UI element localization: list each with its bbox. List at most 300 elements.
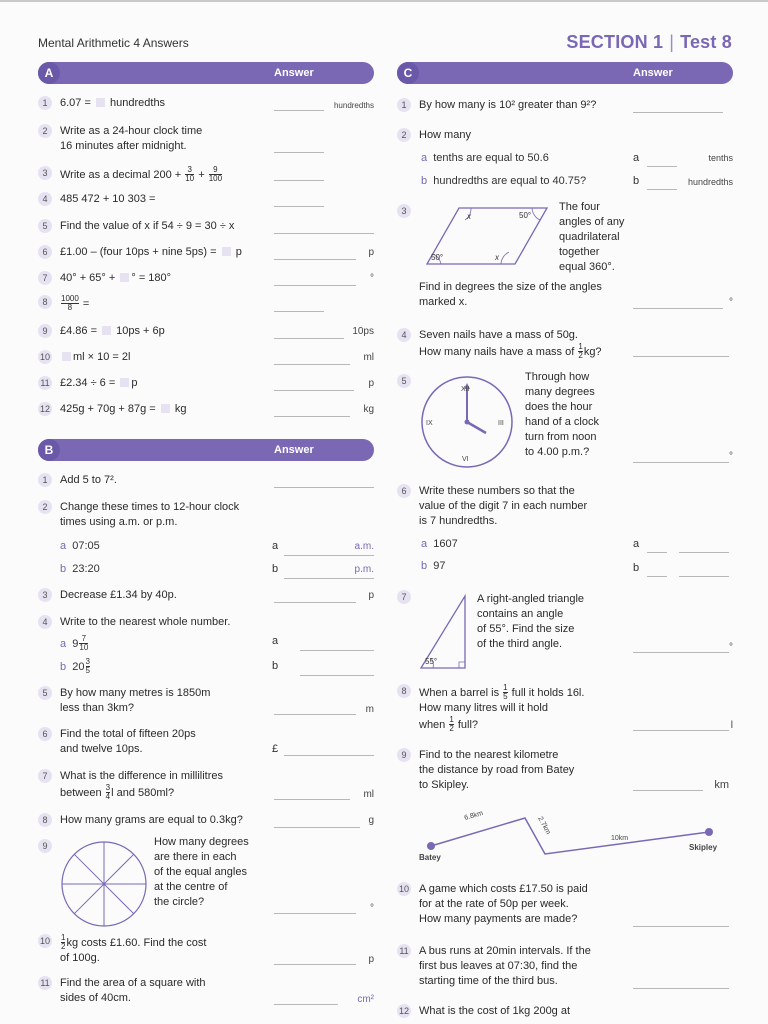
numeral-6: VI [462,456,469,463]
question-number: 2 [38,124,52,138]
frac-num: 1000 [61,294,79,303]
q-line-3: quadrilateral [559,231,620,243]
answer-line[interactable] [274,311,324,312]
sub-label: a [60,638,67,650]
q-text-post: 10ps + 6p [116,325,165,337]
question-number: 10 [39,352,50,362]
answer-line[interactable] [633,926,729,927]
q-text-post: p [235,246,242,258]
sub-text: 1607 [433,538,458,550]
question-number: 7 [397,590,411,604]
question-number: 4 [397,328,411,342]
q-text-pre: When a barrel is [419,687,500,699]
frac-den: 2 [449,724,454,733]
q-text-pre: 6.07 = [60,97,91,109]
question-number: 4 [38,615,52,629]
question-text [419,328,639,360]
q-text-post: ° = 180° [131,272,172,284]
answer-label-b: b [272,563,279,575]
frac-num: 9 [213,165,218,174]
frac-den: 8 [61,303,79,312]
q-text-post: kg? [583,346,602,358]
question-text [559,200,639,275]
answer-unit: tenths [708,153,733,163]
pound-sign: £ [272,743,279,755]
q-line-1: A bus runs at 20min intervals. If the [419,945,591,957]
parallelogram-diagram [419,204,559,268]
q-line-1 [419,684,639,701]
blank-box [120,378,129,387]
answer-unit: m [365,704,374,715]
question-number: 6 [397,484,411,498]
sub-b [60,563,100,575]
question-text: Add 5 to 7². [60,474,117,486]
question-c7 [397,590,733,670]
answer-unit: hundredths [333,101,374,110]
question-text: Write to the nearest whole number. [60,616,231,628]
q-line-3: starting time of the third bus. [419,975,558,987]
sub-a [60,540,100,552]
answer-label-b: b [633,175,640,187]
fraction [209,166,222,183]
question-text [60,727,280,757]
question-text [60,976,280,1006]
q-line-1: The four [559,201,600,213]
question-text [60,934,290,966]
q-line-6: Find in degrees the size of the angles [419,281,602,293]
q-line-2: contains an angle [477,608,564,620]
question-text: Find the value of x if 54 ÷ 9 = 30 ÷ x [60,220,235,232]
q-line-2 [60,784,280,801]
answer-line[interactable] [647,552,667,553]
question-number: 6 [38,245,52,259]
answer-line[interactable] [647,189,677,190]
question-text-2 [419,280,649,310]
q-line-4: of the third angle. [477,638,563,650]
answer-line[interactable] [300,675,374,676]
fraction [185,166,194,183]
answer-line[interactable] [284,755,374,756]
answer-unit: p.m. [354,564,374,575]
answer-unit: p [368,590,374,601]
q-text-post: p [131,377,138,389]
blank-box [161,404,170,413]
question-text [60,295,280,312]
answer-label-a: a [272,540,279,552]
q-line-7: marked x. [419,296,468,308]
question-number: 11 [38,376,52,390]
q-line-1: Find the area of a square with [60,977,206,989]
question-number: 5 [38,219,52,233]
answer-unit: ° [729,297,733,308]
document-title: Mental Arithmetic 4 Answers [38,36,189,50]
question-number: 7 [38,769,52,783]
sub-a [421,538,458,550]
q-line-2: less than 3km? [60,702,134,714]
fraction [578,343,582,360]
question-c3 [397,201,733,314]
q-line-1: A game which costs £17.50 is paid [419,883,588,895]
frac-num: 7 [81,634,87,643]
answer-line[interactable] [679,552,729,553]
sub-text: 97 [433,560,446,572]
question-number: 5 [38,686,52,700]
angle-x-label: x [467,212,471,221]
answer-label-a: a [633,152,640,164]
q-line-2 [419,343,639,360]
q-line-2: of 100g. [60,952,100,964]
frac-den: 100 [208,174,223,183]
answer-unit: km [714,779,729,791]
q-line-2: for at the rate of 50p per week. [419,898,569,910]
q-line-2: value of the digit 7 in each number [419,500,588,512]
question-text [60,245,300,260]
frac-num: 1 [503,683,508,692]
answer-line[interactable] [633,356,729,357]
angle-50-label: 50° [431,253,444,262]
question-text [525,370,625,460]
question-number: 5 [397,374,411,388]
question-number: 9 [38,324,52,338]
question-number: 3 [397,204,411,218]
town-skipley: Skipley [689,843,718,852]
frac-num: 3 [105,783,111,792]
answer-line[interactable] [274,206,324,207]
question-number: 7 [38,271,52,285]
answer-line[interactable] [274,799,350,800]
question-text [419,748,639,793]
question-c5 [397,371,733,468]
test-label: Test 8 [680,32,732,52]
question-text [60,500,290,530]
sub-label: a [421,538,428,550]
question-text [60,402,280,417]
answer-line[interactable] [274,1004,338,1005]
q-line-1: By how many metres is 1850m [60,687,211,699]
section-a-letter: A [38,62,60,84]
frac-num: 3 [85,657,90,666]
frac-den: 4 [105,792,111,801]
q-line-1: Find to the nearest kilometre [419,749,559,761]
town-batey: Batey [419,853,441,862]
answer-unit: ° [729,451,733,462]
question-number: 11 [397,944,411,958]
q-line-1 [60,934,290,951]
answer-line[interactable] [284,555,374,556]
answer-line[interactable] [274,487,374,488]
sub-label: b [421,175,428,187]
q-line-1: Write as a 24-hour clock time [60,125,203,137]
answer-label-b: b [272,660,279,672]
fraction [106,784,110,801]
blank-box [96,98,105,107]
answer-line[interactable] [274,416,350,417]
question-text: Decrease £1.34 by 40p. [60,589,177,601]
sub-label: b [60,661,67,673]
question-text [60,686,280,716]
angle-50-label: 50° [519,211,532,220]
sub-b [421,560,446,572]
answer-line[interactable] [647,166,677,167]
question-text [419,882,639,927]
q-text-pre: 40° + 65° + [60,272,116,284]
answer-unit: a.m. [354,541,374,552]
sub-label: b [421,560,428,572]
sub-label: b [60,563,67,575]
q-line-3: of 55°. Find the size [477,623,575,635]
question-number: 12 [398,1006,409,1016]
answer-line[interactable] [274,364,350,365]
q-text-post: full? [457,719,479,731]
question-text [60,376,280,391]
answer-line[interactable] [633,988,729,989]
q-line-2: times using a.m. or p.m. [60,516,178,528]
answer-line[interactable] [679,576,729,577]
q-line-2: How many litres will it hold [419,702,548,714]
circle-diagram [60,839,150,929]
answer-line[interactable] [647,576,667,577]
q-line-2: angles of any [559,216,625,228]
question-number: 1 [38,96,52,110]
q-text-pre: £2.34 ÷ 6 = [60,377,116,389]
answer-line[interactable] [274,390,354,391]
answer-line[interactable] [284,578,374,579]
route-map-diagram [417,800,737,860]
question-number: 8 [397,684,411,698]
sub-text: 07:05 [72,540,100,552]
answer-unit: ° [729,642,733,653]
blank-box [120,273,129,282]
question-number: 2 [38,500,52,514]
question-text [60,124,280,154]
numeral-12: XII [461,386,470,393]
q-line-1: A right-angled triangle [477,593,585,605]
q-line-1: Seven nails have a mass of 50g. [419,329,578,341]
q-line-5: turn from noon [525,431,597,443]
answer-unit: p [368,954,374,965]
question-number: 10 [39,936,50,946]
answer-label-a: a [272,635,279,647]
question-text [60,96,280,111]
q-text-pre: Write as a decimal 200 + [60,169,182,181]
q-text-pre: 425g + 70g + 87g = [60,403,156,415]
answer-heading: Answer [274,67,314,79]
fraction [503,684,507,701]
question-number: 8 [38,813,52,827]
q-line-1: How many degrees [154,836,249,848]
fraction [61,934,65,951]
q-line-3: is 7 hundredths. [419,515,498,527]
question-number: 8 [38,295,52,309]
answer-unit: cm² [357,994,374,1005]
q-text-pre: £1.00 – (four 10ps + nine 5ps) = [60,246,217,258]
q-line-4: hand of a clock [525,416,599,428]
q-line-2: sides of 40cm. [60,992,131,1004]
question-text: How many grams are equal to 0.3kg? [60,814,243,826]
q-text-post: ml × 10 = 2l [73,351,131,363]
answer-label-b: b [633,562,640,574]
answer-unit: p [368,378,374,389]
q-text-post: = [82,298,90,310]
q-line-4: together [559,246,600,258]
q-text-pre: when [419,719,446,731]
left-column [38,62,374,1005]
fraction [79,635,88,652]
sub-b [421,175,586,187]
q-line-2: and twelve 10ps. [60,743,143,755]
question-text [419,484,639,529]
distance-label-1: 6.8km [463,809,484,822]
question-number: 1 [38,473,52,487]
angle-55-label: 55° [425,657,438,666]
sub-text: tenths are equal to 50.6 [433,152,549,164]
q-line-1: Find the total of fifteen 20ps [60,728,196,740]
question-text: How many [419,129,471,141]
answer-line[interactable] [274,233,374,234]
section-c-bar [397,62,733,84]
sub-text: 23:20 [72,563,100,575]
section-label: SECTION 1 [566,32,664,52]
top-rule [0,0,768,2]
numeral-9: IX [426,420,433,427]
answer-line[interactable] [300,650,374,651]
distance-label-2: 2.7km [536,815,552,836]
sub-a [421,152,549,164]
q-line-3: to Skipley. [419,779,469,791]
answer-line[interactable] [274,152,324,153]
fraction [61,295,79,312]
question-text: 485 472 + 10 303 = [60,193,156,205]
answer-label-a: a [633,538,640,550]
numeral-3: III [498,420,504,427]
sub-label: a [421,152,428,164]
clock-diagram [419,374,515,470]
question-number: 3 [38,588,52,602]
question-number: 6 [38,727,52,741]
question-text [60,324,280,339]
sub-label: a [60,540,67,552]
question-text [60,769,280,801]
answer-heading: Answer [633,67,673,79]
q-line-3 [419,716,639,733]
frac-den: 2 [578,351,583,360]
question-number: 10 [398,884,409,894]
distance-label-3: 10km [611,835,629,842]
frac-den: 5 [503,692,508,701]
question-text: By how many is 10² greater than 9²? [419,99,597,111]
q-text-post: kg costs £1.60. Find the cost [66,937,207,949]
q-line-1: Write these numbers so that the [419,485,575,497]
question-number: 11 [38,976,52,990]
q-line-5: equal 360°. [559,261,615,273]
q-line-2: first bus leaves at 07:30, find the [419,960,578,972]
answer-line[interactable] [274,110,324,111]
section-b-bar [38,439,374,461]
mixed-whole: 20 [72,661,85,673]
question-text: What is the cost of 1kg 200g at [419,1005,571,1017]
section-a-bar [38,62,374,84]
answer-unit: ml [363,789,374,800]
q-line-6: to 4.00 p.m.? [525,446,590,458]
q-line-3: does the hour [525,401,593,413]
section-title [566,32,732,53]
frac-den: 10 [185,174,195,183]
q-text-post: kg [174,403,187,415]
right-column [397,62,733,1017]
question-number: 9 [38,839,52,853]
angle-x-label: x [495,253,499,262]
question-text [154,835,274,910]
fraction [86,658,90,675]
q-line-2: are there in each [154,851,237,863]
question-text [60,271,280,286]
section-c-letter: C [397,62,419,84]
answer-heading: Answer [274,444,314,456]
q-line-3: How many payments are made? [419,913,578,925]
frac-den: 5 [85,666,90,675]
q-line-5: the circle? [154,896,205,908]
q-line-4: at the centre of [154,881,228,893]
frac-num: 1 [578,342,583,351]
answer-unit: hundredths [687,177,733,187]
q-text-mid: + [198,169,205,181]
frac-den: 10 [79,643,89,652]
question-b9 [38,836,374,929]
q-text-post: hundredths [110,97,166,109]
q-text-post: full it holds 16l. [511,687,585,699]
blank-box [62,352,71,361]
answer-unit: p [368,247,374,258]
frac-den: 2 [61,942,66,951]
q-text-pre: How many nails have a mass of [419,346,575,358]
q-line-1: What is the difference in millilitres [60,770,224,782]
question-c9 [397,748,733,862]
answer-unit: g [368,815,374,826]
question-text [419,944,639,989]
q-line-3: of the equal angles [154,866,247,878]
answer-line[interactable] [633,112,723,113]
sub-b [60,658,91,675]
q-text-pre: £4.86 = [60,325,98,337]
answer-line[interactable] [274,180,324,181]
answer-unit: ml [363,352,374,363]
question-number: 1 [397,98,411,112]
q-line-1: Through how [525,371,590,383]
question-text [477,592,627,652]
frac-num: 1 [61,933,66,942]
section-b-letter: B [38,439,60,461]
frac-num: 1 [449,715,454,724]
q-text-post: l and 580ml? [111,787,175,799]
question-number: 4 [38,192,52,206]
question-text [60,166,280,183]
answer-unit: 10ps [352,326,374,337]
q-line-1: Change these times to 12-hour clock [60,501,240,513]
question-number: 3 [38,166,52,180]
question-text [419,684,639,733]
answer-unit: ° [370,273,374,284]
question-number: 9 [397,748,411,762]
question-text [60,350,280,365]
answer-unit: l [730,720,733,731]
fraction [449,716,453,733]
triangle-diagram [419,594,475,670]
question-number: 12 [39,404,50,414]
answer-unit: ° [370,903,374,914]
answer-unit: kg [363,404,374,415]
q-line-2: 16 minutes after midnight. [60,140,187,152]
sub-text: hundredths are equal to 40.75? [433,175,587,187]
